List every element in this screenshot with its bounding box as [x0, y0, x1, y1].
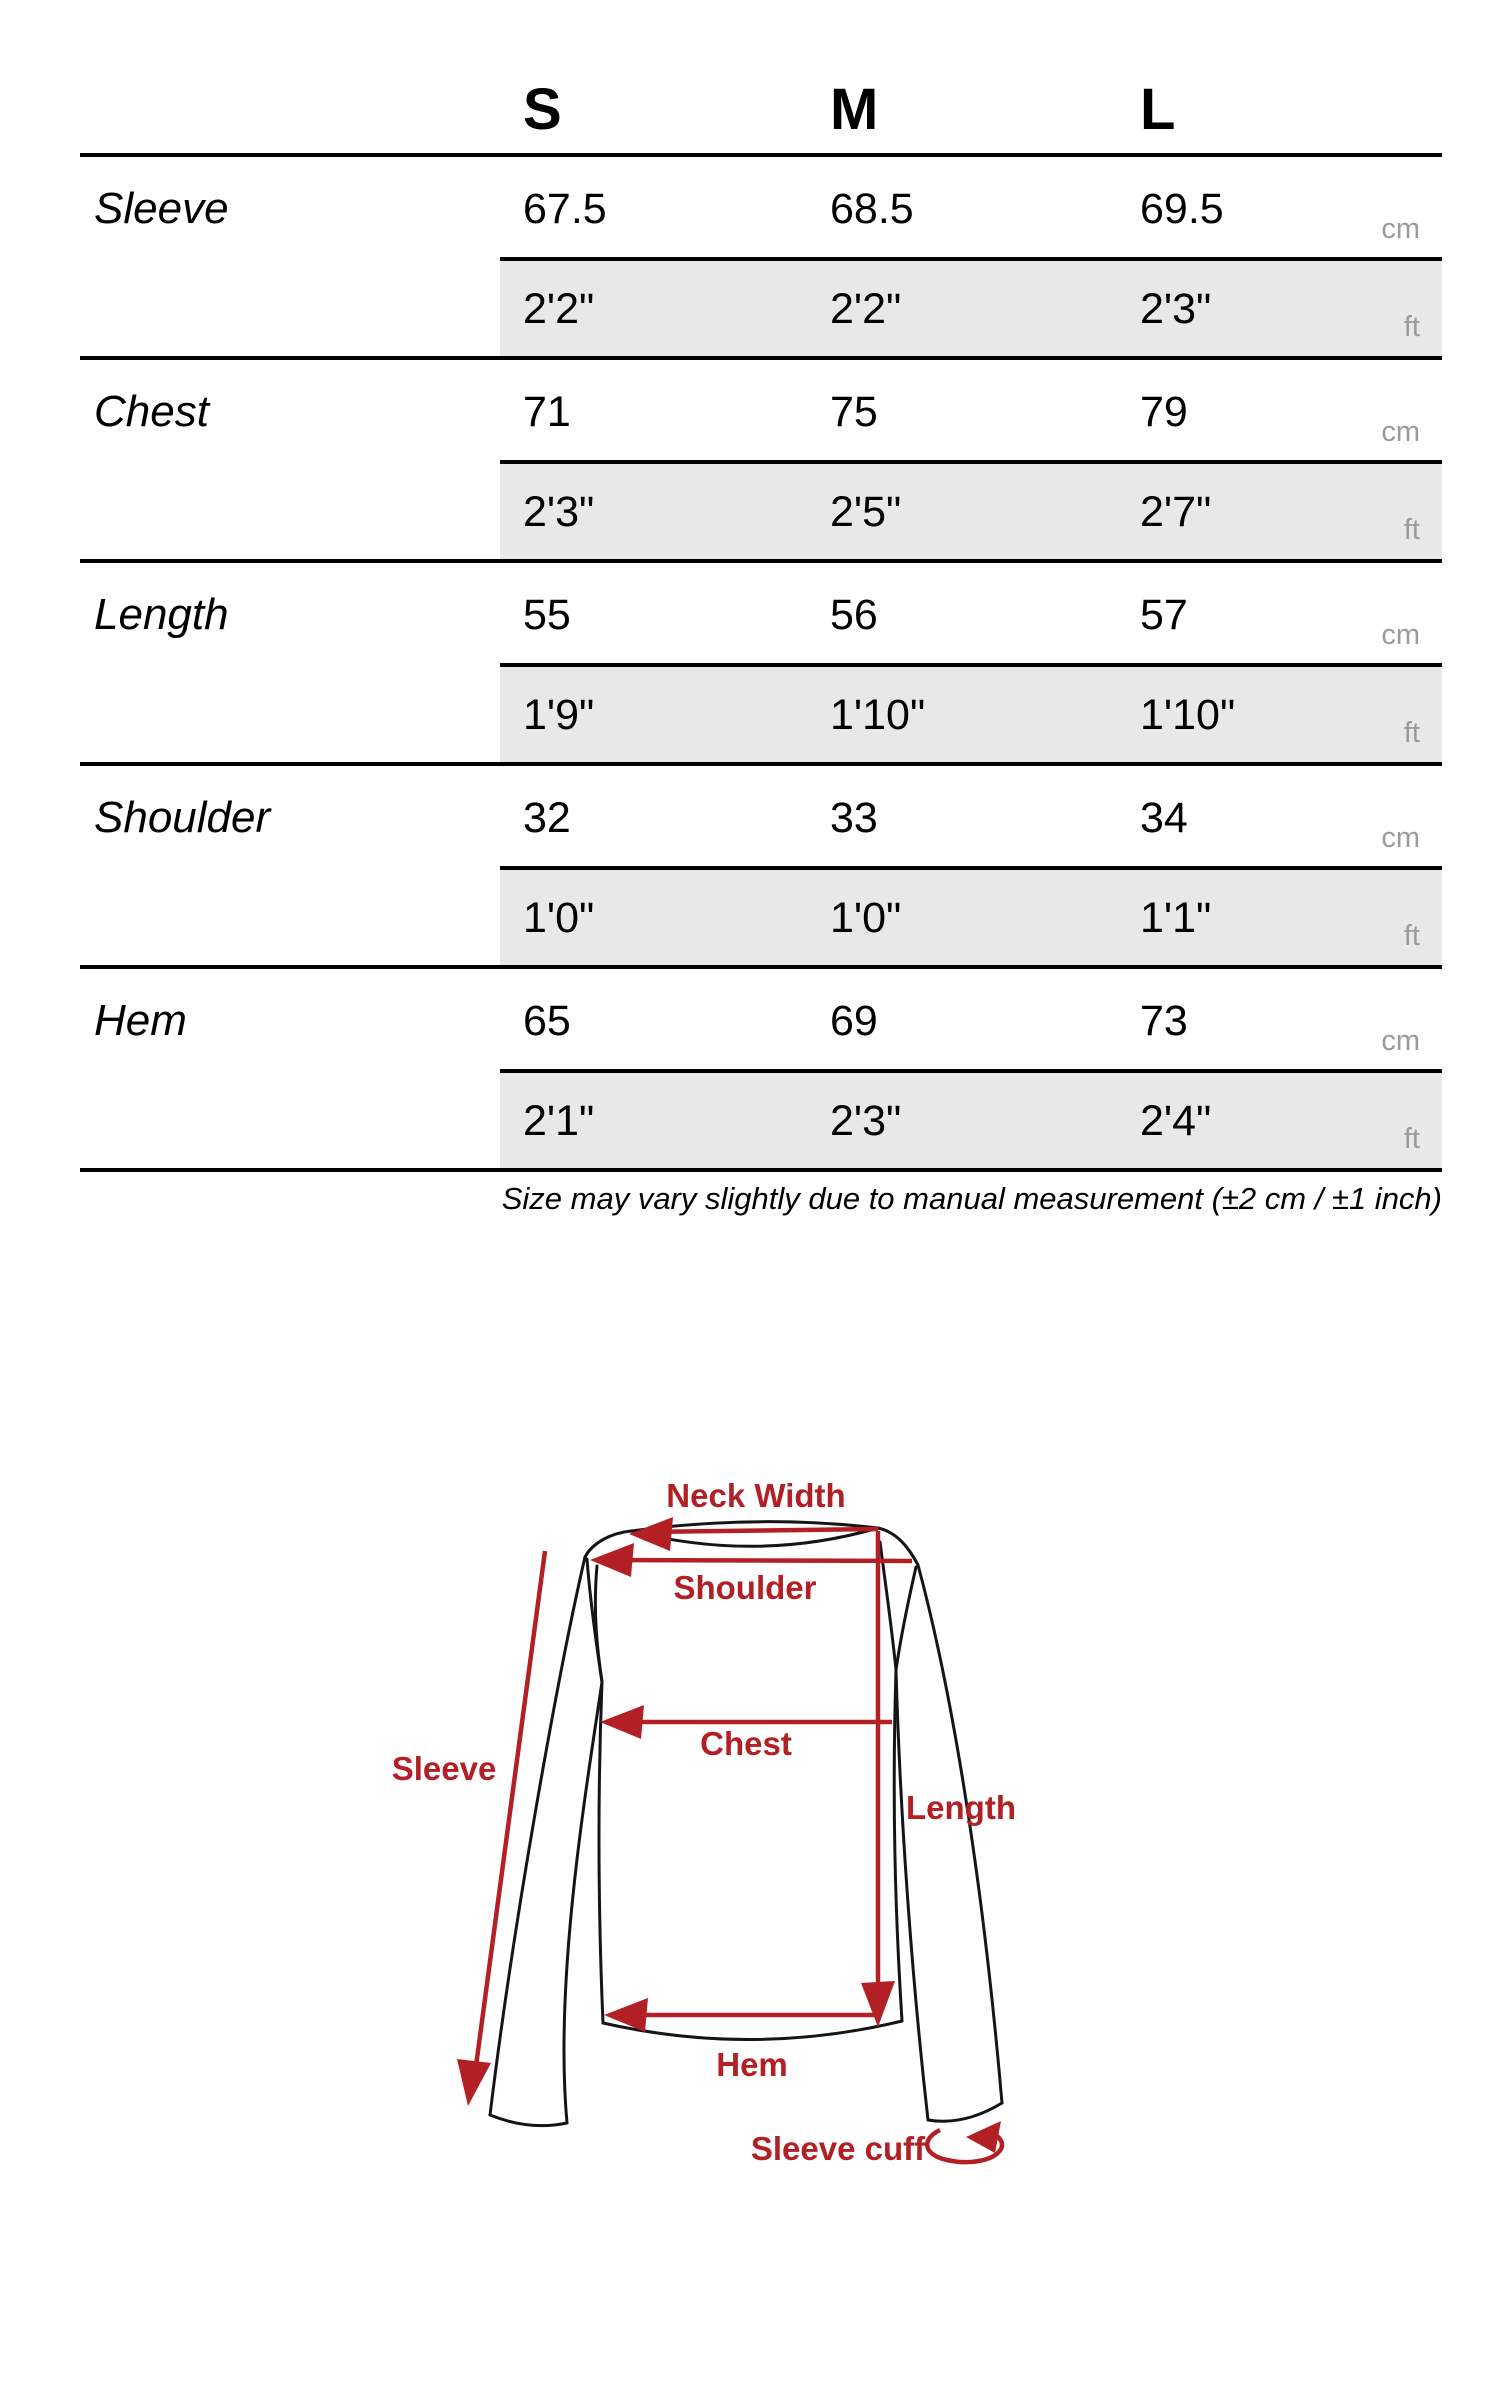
- measurement-disclaimer-note: Size may vary slightly due to manual measurement (±2 cm / ±1 inch): [501, 1181, 1442, 1216]
- chest-label: Chest: [700, 1725, 792, 1762]
- unit-cm-label: cm: [1381, 416, 1420, 448]
- table-section-length: [80, 559, 1442, 762]
- table-section-shoulder: [80, 762, 1442, 965]
- ft-value-m: 1'0": [830, 894, 902, 942]
- cm-value-l: 34: [1140, 794, 1188, 842]
- ft-value-l: 2'4": [1140, 1097, 1212, 1145]
- cm-value-s: 71: [523, 388, 571, 436]
- ft-row-background: [500, 663, 1442, 762]
- unit-cm-label: cm: [1381, 822, 1420, 854]
- unit-ft-label: ft: [1403, 717, 1420, 749]
- cm-value-m: 68.5: [830, 185, 914, 233]
- ft-row-background: [500, 866, 1442, 965]
- sleeve-label: Sleeve: [391, 1750, 497, 1787]
- neck-width-label: Neck Width: [666, 1477, 846, 1514]
- unit-ft-label: ft: [1403, 311, 1420, 343]
- unit-ft-label: ft: [1403, 1123, 1420, 1155]
- left-body-seam: [599, 1682, 603, 2023]
- left-body-seam-upper: [595, 1566, 602, 1682]
- unit-cm-label: cm: [1381, 213, 1420, 245]
- row-label: Chest: [94, 387, 209, 436]
- cm-value-m: 69: [830, 997, 878, 1045]
- left-sleeve-inner-edge: [564, 1682, 602, 2123]
- unit-cm-label: cm: [1381, 1025, 1420, 1057]
- right-armhole-seam: [896, 1567, 916, 1670]
- ft-value-l: 1'10": [1140, 691, 1236, 739]
- hem-label: Hem: [716, 2046, 788, 2083]
- right-sleeve-cuff-edge: [928, 2103, 1002, 2121]
- ft-row-background: [500, 460, 1442, 559]
- sleeve-arrowhead-icon: [457, 2059, 491, 2106]
- size-chart-table: [80, 50, 1442, 1172]
- neck-width-arrowhead-icon: [629, 1517, 673, 1551]
- cm-value-l: 57: [1140, 591, 1188, 639]
- neck-width-arrow-line: [640, 1529, 878, 1532]
- cm-value-s: 67.5: [523, 185, 607, 233]
- row-label: Sleeve: [94, 184, 229, 233]
- unit-ft-label: ft: [1403, 514, 1420, 546]
- cm-value-s: 55: [523, 591, 571, 639]
- left-sleeve-cuff-edge: [490, 2115, 567, 2126]
- length-arrowhead-icon: [861, 1981, 895, 2027]
- sleeve-cuff-label: Sleeve cuff: [750, 2130, 926, 2167]
- right-sleeve-inner-edge: [896, 1670, 928, 2120]
- table-section-chest: [80, 356, 1442, 559]
- ft-value-s: 2'3": [523, 488, 595, 536]
- ft-value-s: 2'2": [523, 285, 595, 333]
- column-header-m: M: [830, 77, 879, 142]
- ft-value-l: 2'7": [1140, 488, 1212, 536]
- row-label: Shoulder: [94, 793, 271, 842]
- shoulder-label: Shoulder: [673, 1569, 817, 1606]
- row-label: Hem: [94, 996, 187, 1045]
- unit-ft-label: ft: [1403, 920, 1420, 952]
- cm-value-l: 79: [1140, 388, 1188, 436]
- cm-value-l: 73: [1140, 997, 1188, 1045]
- chest-arrowhead-icon: [600, 1705, 644, 1739]
- ft-value-s: 1'0": [523, 894, 595, 942]
- ft-value-s: 1'9": [523, 691, 595, 739]
- ft-value-m: 2'2": [830, 285, 902, 333]
- ft-value-s: 2'1": [523, 1097, 595, 1145]
- left-sleeve-outer-edge: [490, 1557, 585, 2115]
- ft-value-m: 2'3": [830, 1097, 902, 1145]
- cm-value-s: 32: [523, 794, 571, 842]
- ft-row-background: [500, 257, 1442, 356]
- cm-value-m: 75: [830, 388, 878, 436]
- cm-value-l: 69.5: [1140, 185, 1224, 233]
- shoulder-arrow-line: [604, 1560, 912, 1561]
- garment-measurement-diagram: [340, 1430, 1140, 2230]
- ft-value-m: 2'5": [830, 488, 902, 536]
- row-label: Length: [94, 590, 229, 639]
- right-sleeve-outer-edge: [918, 1565, 1002, 2103]
- size-table-header: [80, 50, 1442, 153]
- table-section-hem: [80, 965, 1442, 1168]
- cm-value-s: 65: [523, 997, 571, 1045]
- hem-curve: [603, 2021, 902, 2040]
- column-header-s: S: [523, 77, 562, 142]
- ft-value-l: 2'3": [1140, 285, 1212, 333]
- ft-value-m: 1'10": [830, 691, 926, 739]
- sleeve-cuff-arrowhead-icon: [966, 2121, 1001, 2153]
- ft-value-l: 1'1": [1140, 894, 1212, 942]
- cm-value-m: 33: [830, 794, 878, 842]
- cm-value-m: 56: [830, 591, 878, 639]
- table-section-sleeve: [80, 153, 1442, 356]
- unit-cm-label: cm: [1381, 619, 1420, 651]
- column-header-l: L: [1140, 77, 1176, 142]
- length-label: Length: [906, 1789, 1016, 1826]
- ft-row-background: [500, 1069, 1442, 1168]
